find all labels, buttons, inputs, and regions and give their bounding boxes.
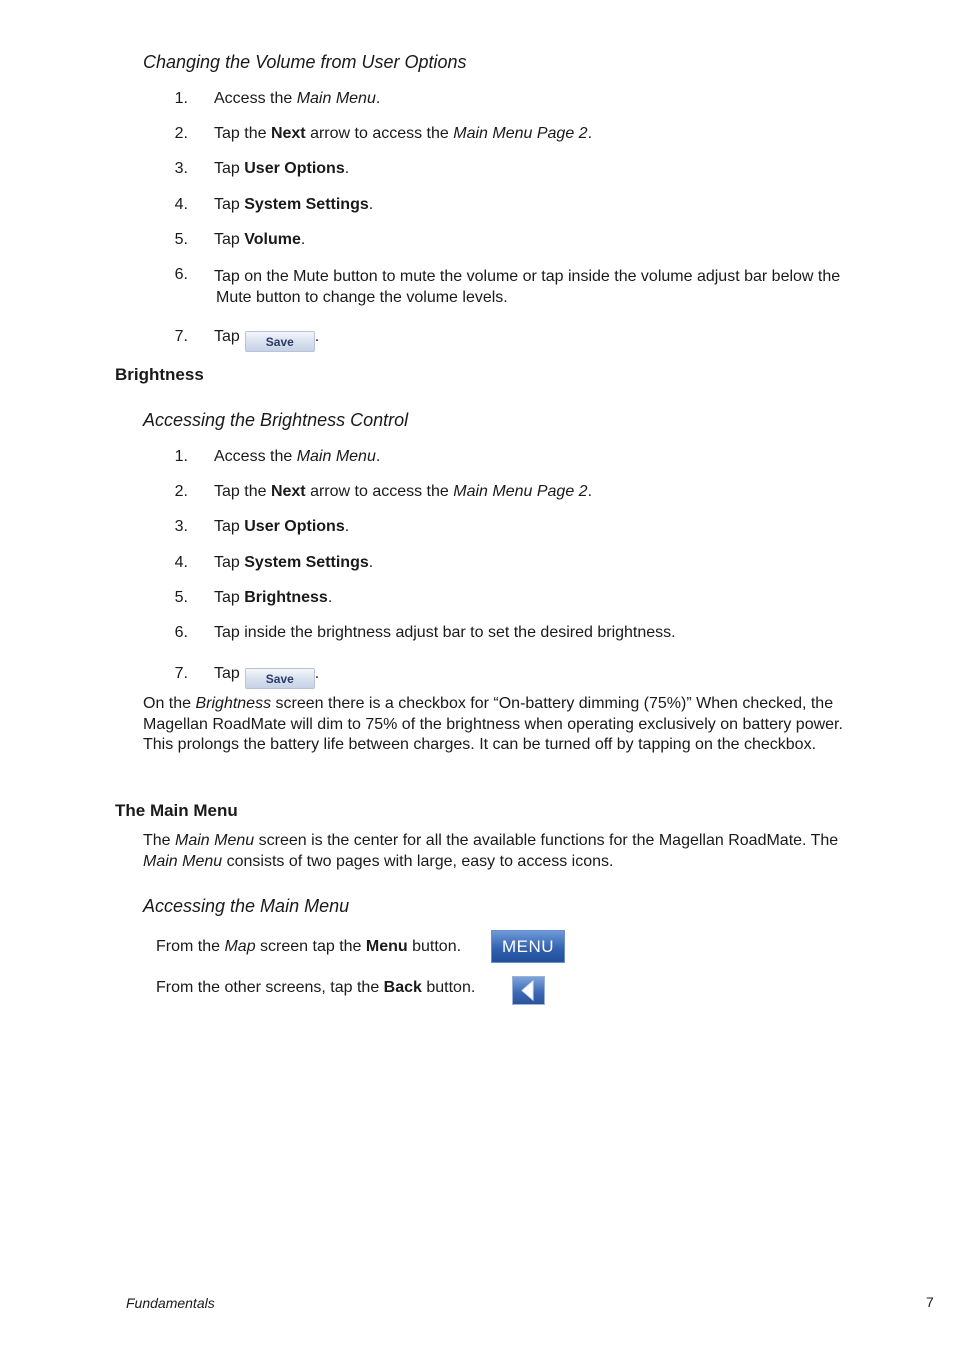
page-number: 7 — [926, 1294, 934, 1310]
step-text: Tap System Settings. — [214, 196, 374, 213]
save-button[interactable]: Save — [245, 331, 315, 352]
step-number: 7. — [174, 328, 188, 345]
step-text: Tap the Next arrow to access the Main Menu Page 2. — [214, 483, 593, 500]
footer-section-name: Fundamentals — [126, 1295, 215, 1311]
brightness-subhead: Accessing the Brightness Control — [143, 410, 409, 430]
step-text: Tap User Options. — [214, 160, 350, 177]
back-arrow-icon — [513, 977, 544, 1004]
step-number: 1. — [174, 90, 188, 107]
step-number: 5. — [174, 589, 188, 606]
main-menu-paragraph: The Main Menu screen is the center for all the available functions for the Magellan RoadMate. The Main Menu consists of two pages with large, easy to access icons. — [143, 832, 839, 870]
step-text: Tap Save . — [214, 665, 319, 689]
step-number: 6. — [174, 624, 188, 641]
step-text: Tap System Settings. — [214, 554, 374, 571]
step-number: 7. — [174, 665, 188, 682]
back-button[interactable] — [512, 976, 545, 1005]
back-instruction: From the other screens, tap the Back button. — [156, 979, 476, 996]
step-text: Tap Save . — [214, 328, 319, 352]
step-text: Tap inside the brightness adjust bar to set the desired brightness. — [214, 624, 676, 641]
step-text: Access the Main Menu. — [214, 90, 381, 107]
menu-instruction: From the Map screen tap the Menu button. — [156, 938, 462, 955]
save-button[interactable]: Save — [245, 668, 315, 689]
step-number: 4. — [174, 554, 188, 571]
brightness-paragraph: On the Brightness screen there is a checkbox for “On-battery dimming (75%)” When checked, the Magellan RoadMate will dim to 75% of the brightness when operating exclusively on battery power. This prolongs the battery life between charges. It can be turned off by tapping on the checkbox. — [143, 695, 843, 753]
step-number: 5. — [174, 231, 188, 248]
main-menu-heading: The Main Menu — [115, 801, 238, 820]
menu-button[interactable]: MENU — [491, 930, 565, 963]
step-text: Tap the Next arrow to access the Main Menu Page 2. — [214, 125, 593, 142]
step-text: Tap Brightness. — [214, 589, 333, 606]
step-text: Tap Volume. — [214, 231, 306, 248]
step-number: 3. — [174, 518, 188, 535]
step-number: 4. — [174, 196, 188, 213]
step-number: 3. — [174, 160, 188, 177]
step-text: Tap on the Mute button to mute the volume or tap inside the volume adjust bar below the Mute button to change the volume levels. — [214, 268, 841, 306]
step-text: Tap User Options. — [214, 518, 350, 535]
step-text: Access the Main Menu. — [214, 448, 381, 465]
main-menu-subhead: Accessing the Main Menu — [143, 896, 350, 916]
step-number: 2. — [174, 483, 188, 500]
step-number: 1. — [174, 448, 188, 465]
brightness-heading: Brightness — [115, 365, 204, 384]
volume-subhead: Changing the Volume from User Options — [143, 52, 467, 72]
step-number: 6. — [174, 266, 188, 283]
step-number: 2. — [174, 125, 188, 142]
